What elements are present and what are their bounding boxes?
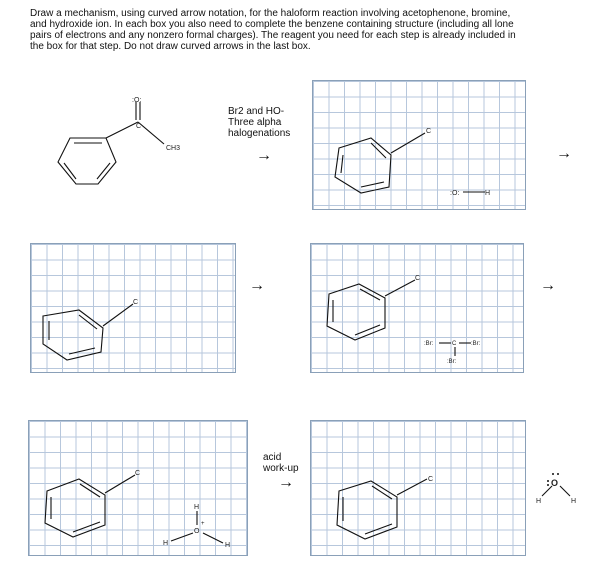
water-oxygen-label: O — [551, 478, 559, 488]
box4-carbon-label: C — [135, 470, 141, 477]
reagent-line: Br2 and HO- — [228, 106, 285, 117]
box2-structure — [31, 244, 235, 372]
answer-box-5[interactable] — [310, 420, 526, 556]
water-hydrogen-right-label: H — [571, 498, 577, 505]
box5-structure — [311, 421, 525, 555]
carbonyl-oxygen-label: :O: — [132, 97, 142, 104]
box3-central-carbon-label: C — [452, 341, 457, 347]
acetophenone-structure — [40, 90, 210, 200]
box3-structure — [311, 244, 523, 372]
water-structure — [534, 470, 584, 510]
answer-box-2[interactable] — [30, 243, 236, 373]
reaction-arrow: → — [256, 147, 272, 164]
reagent-line: work-up — [263, 463, 299, 474]
answer-box-1[interactable] — [312, 80, 526, 210]
instruction-line: and hydroxide ion. In each box you also need to complete the benzene containing structure (including all lone — [30, 19, 514, 30]
box4-structure — [29, 421, 247, 555]
box5-carbon-label: C — [428, 476, 434, 483]
box1-hydrogen-label: H — [485, 190, 491, 197]
step1-reagent — [228, 106, 290, 139]
answer-box-3[interactable] — [310, 243, 524, 373]
box3-bromine-left-label: :Br: — [424, 341, 434, 347]
methyl-label: CH3 — [166, 145, 181, 152]
box4-hydrogen-top-label: H — [194, 504, 200, 511]
box4-oxygen-label: O — [194, 528, 200, 535]
step5-reagent — [263, 452, 299, 474]
box1-carbon-label: C — [426, 128, 432, 135]
reagent-line: halogenations — [228, 128, 291, 139]
box3-bromine-right-label: :Br: — [471, 341, 481, 347]
box1-oxygen-label: :O: — [450, 190, 460, 197]
water-hydrogen-left-label: H — [536, 498, 542, 505]
reaction-arrow: → — [556, 145, 572, 162]
box4-charge-label: + — [201, 521, 205, 527]
instruction-line: Draw a mechanism, using curved arrow notation, for the haloform reaction involving acetophenone, bromine, — [30, 8, 511, 19]
box4-hydrogen-right-label: H — [225, 542, 231, 549]
box1-structure — [313, 81, 525, 209]
reagent-line: acid — [263, 452, 282, 463]
box2-carbon-label: C — [133, 299, 139, 306]
reaction-arrow: → — [540, 277, 556, 294]
reagent-line: Three alpha — [228, 117, 282, 128]
box3-carbon-label: C — [415, 275, 421, 282]
box3-bromine-bottom-label: :Br: — [447, 359, 457, 365]
box4-hydrogen-left-label: H — [163, 540, 169, 547]
reaction-arrow: → — [249, 277, 265, 294]
instruction-line: pairs of electrons and any nonzero formal charges). The reagent you need for each step is already included in — [30, 30, 516, 41]
instructions — [30, 8, 590, 52]
reaction-arrow: → — [278, 474, 294, 491]
answer-box-4[interactable] — [28, 420, 248, 556]
carbonyl-carbon-label: C — [136, 123, 142, 130]
instruction-line: the box for that step. Do not draw curved arrows in the last box. — [30, 41, 311, 52]
